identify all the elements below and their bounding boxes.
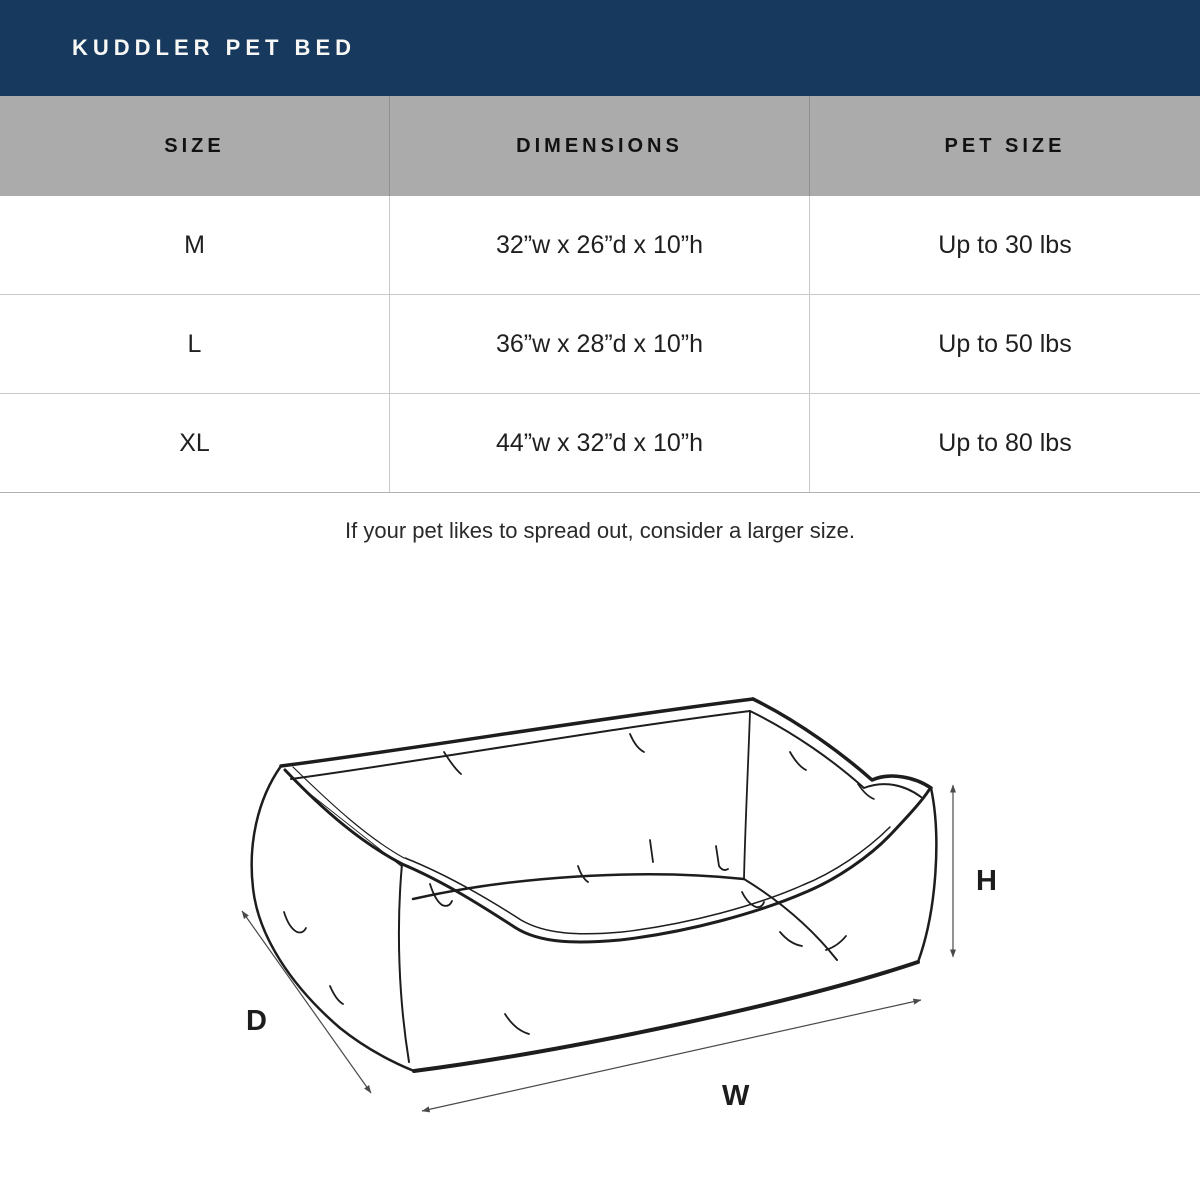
table-row bbox=[0, 295, 1200, 394]
sizing-note: If your pet likes to spread out, consider a larger size. bbox=[345, 518, 855, 543]
size-table bbox=[0, 96, 1200, 493]
width-label: W bbox=[722, 1080, 750, 1112]
depth-arrow bbox=[242, 911, 371, 1093]
table-row bbox=[0, 394, 1200, 493]
width-arrow bbox=[422, 1000, 921, 1111]
cell-size-xl: XL bbox=[0, 394, 390, 492]
cell-dimensions-m: 32”w x 26”d x 10”h bbox=[390, 196, 810, 294]
column-header-pet-size: PET SIZE bbox=[944, 134, 1066, 157]
cell-size-l: L bbox=[0, 295, 390, 393]
column-header-size: SIZE bbox=[0, 96, 390, 196]
page-title: KUDDLER PET BED bbox=[72, 35, 357, 60]
table-header-row bbox=[0, 96, 1200, 196]
bed-diagram bbox=[0, 600, 1200, 1180]
table-row bbox=[0, 196, 1200, 295]
cell-pet-size-xl: Up to 80 lbs bbox=[938, 428, 1072, 457]
bed-diagram-svg bbox=[0, 600, 1200, 1180]
cell-size-m: M bbox=[0, 196, 390, 294]
height-label: H bbox=[976, 865, 997, 897]
cell-pet-size-m: Up to 30 lbs bbox=[938, 230, 1072, 259]
bed-sketch bbox=[252, 699, 937, 1071]
cell-dimensions-l: 36”w x 28”d x 10”h bbox=[390, 295, 810, 393]
cell-pet-size-l: Up to 50 lbs bbox=[938, 329, 1072, 358]
column-header-dimensions: DIMENSIONS bbox=[390, 96, 810, 196]
depth-label: D bbox=[246, 1005, 267, 1037]
title-bar bbox=[0, 0, 1200, 96]
cell-dimensions-xl: 44”w x 32”d x 10”h bbox=[390, 394, 810, 492]
